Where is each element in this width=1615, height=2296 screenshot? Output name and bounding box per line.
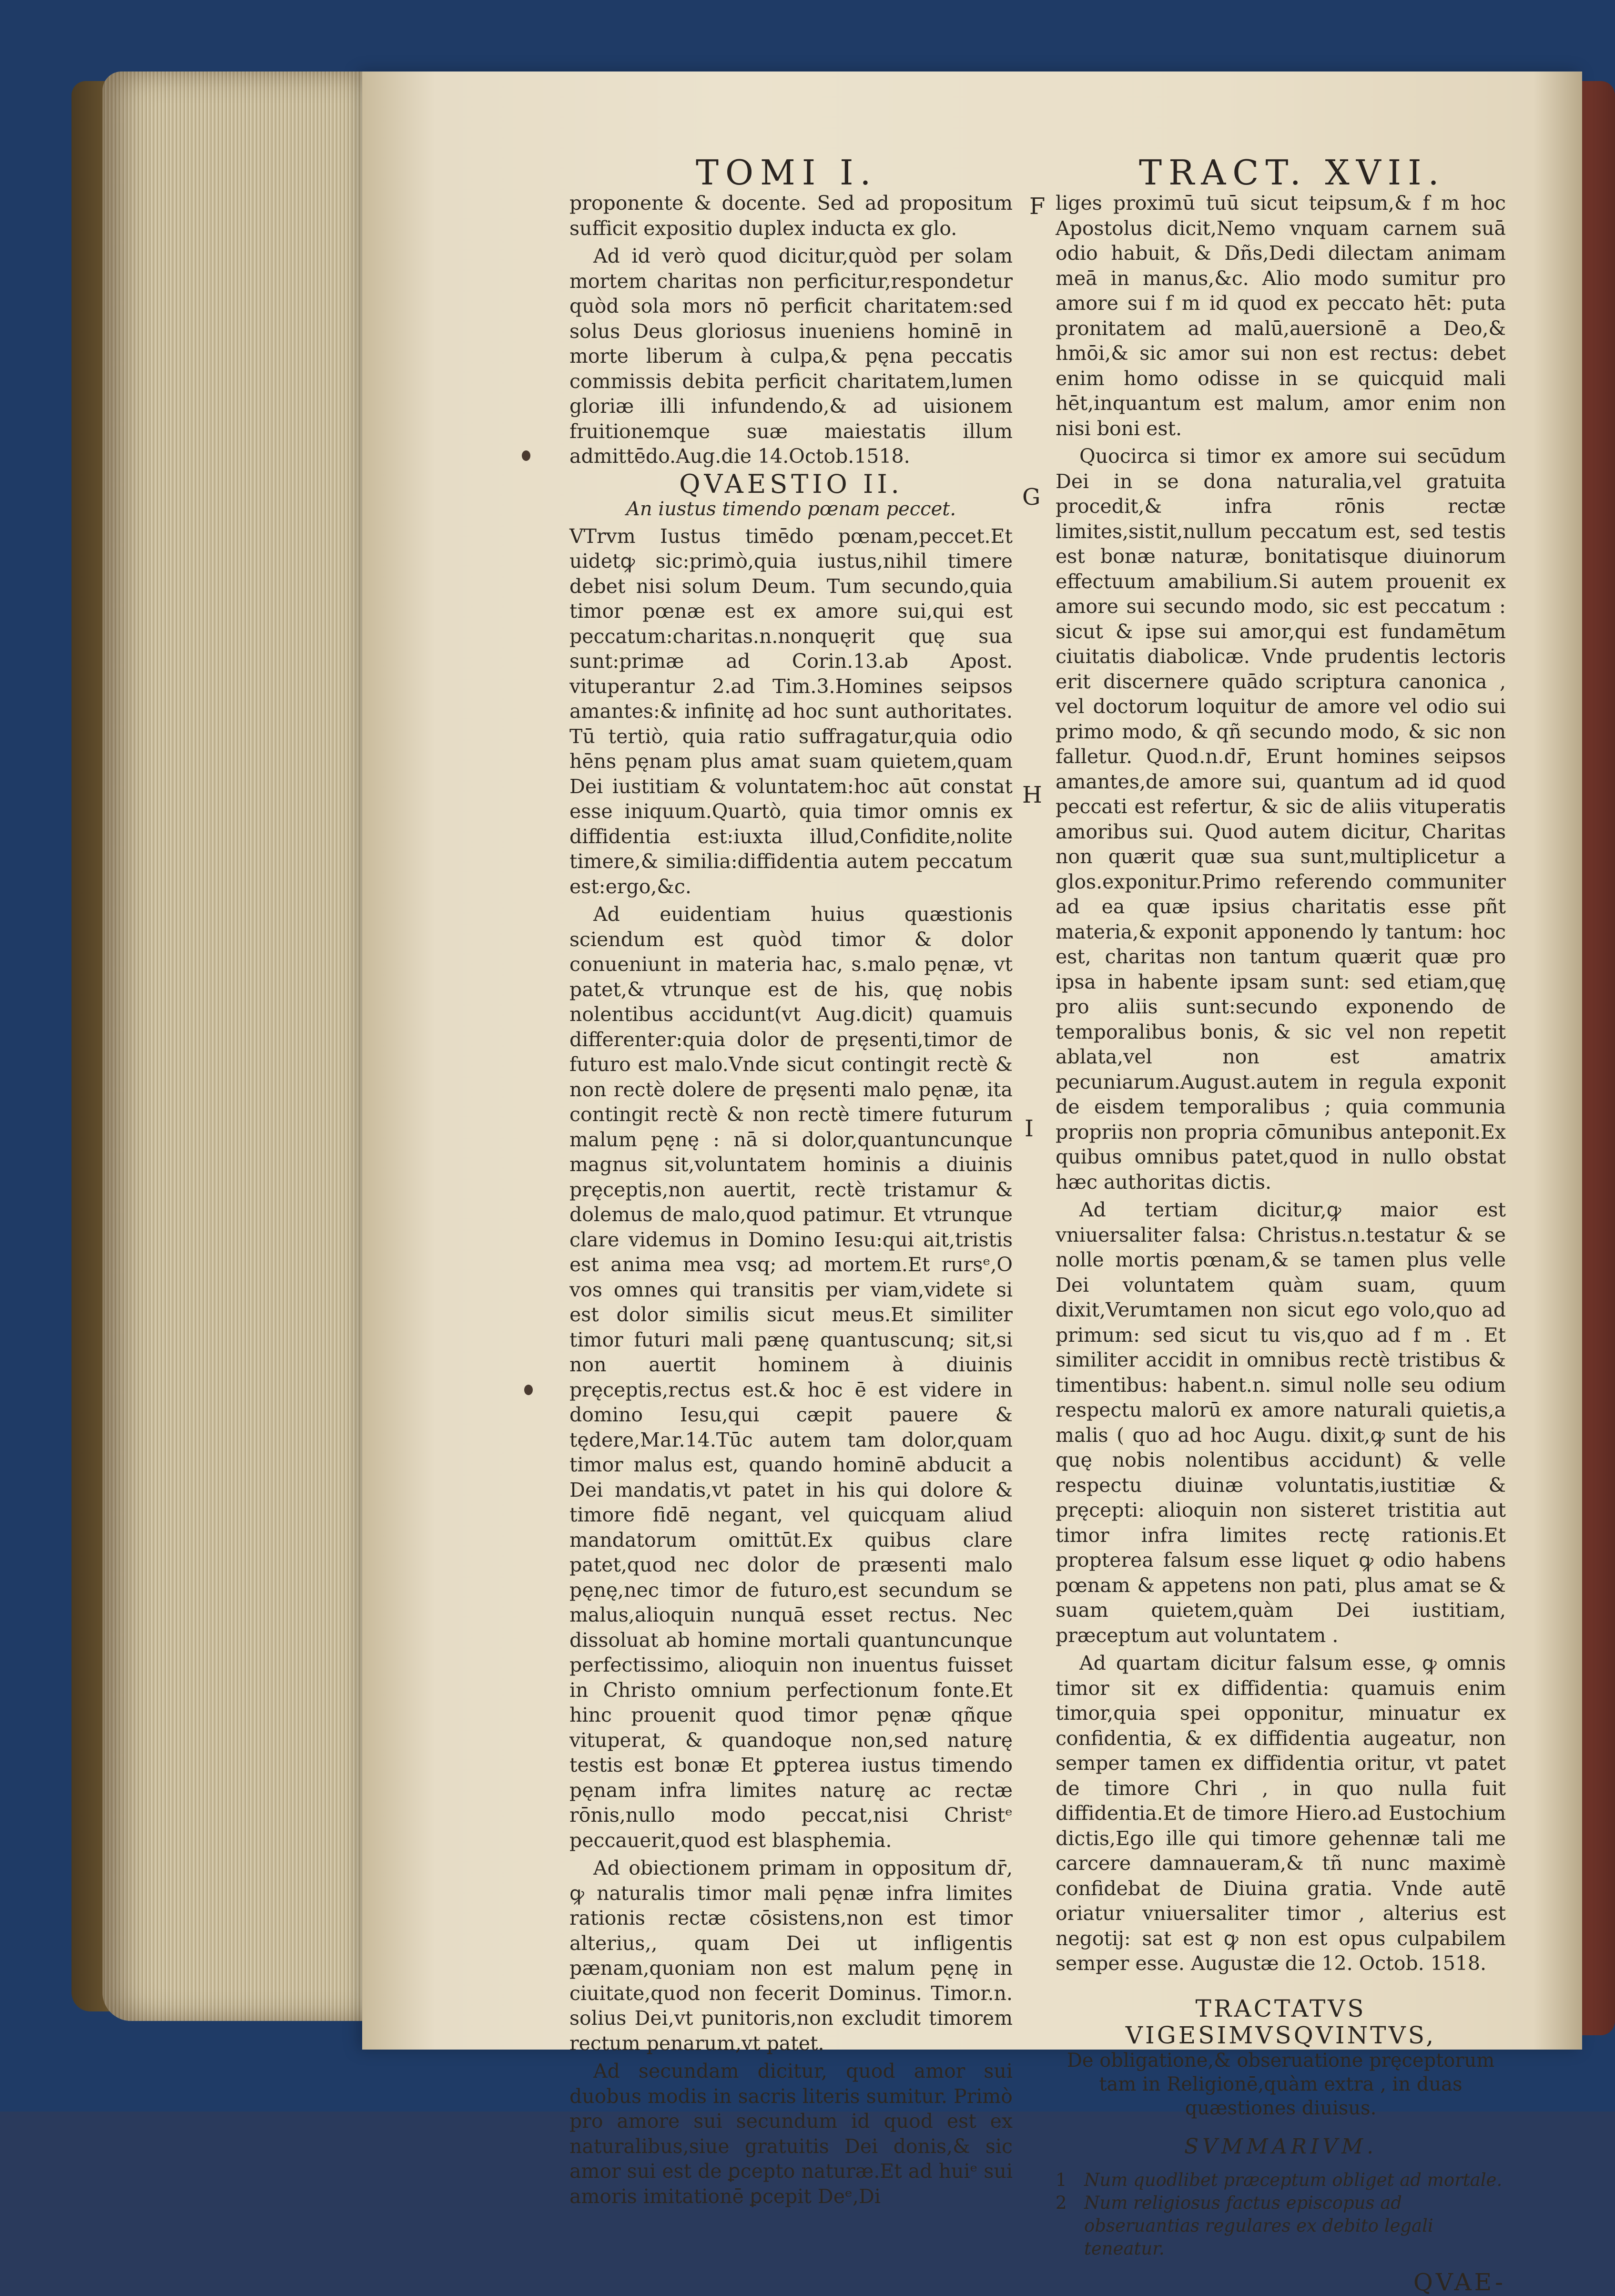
summary-item-number: 2 bbox=[1056, 2193, 1067, 2213]
paragraph: Quocirca si timor ex amore sui secūdum Dei in se dona naturalia,vel gratuita procedit,& infra rōnis rectæ limites,sistit,nullum peccatum est, sed testis est bonæ naturæ, bonitatisque diuinorum effectuum amabilium.Si autem prouenit ex amore sui secundo modo, sic est peccatum : sicut & ipse sui amor,qui est fundamētum ciuitatis diabolicæ. Vnde prudentis lectoris erit discernere quādo scriptura canonica , vel doctorum loquitur de amore vel odio sui primo modo, & qñ secundo modo, & sic non falletur. Quod.n.dr̄, Erunt homines seipsos amantes,de amore sui, quantum ad id quod peccati est refertur, & sic de aliis vituperatis amoribus sui. Quod autem dicitur, Charitas non quærit quæ sua sunt,multiplicetur a glos.exponitur.Primo referendo communiter ad ea quæ ipsius charitatis esse pñt materia,& exponit apponendo ly tantum: hoc est, charitas non tantum quærit quæ pro ipsa in habente ipsam sunt: sed etiam,quę pro aliis sunt:secundo exponendo de temporalibus bonis, & sic vel non repetit ablata,vel non est amatrix pecuniarum.August.autem in regula exponit de eisdem temporalibus ; quia communia propriis non propria cōmunibus anteponit.Ex quibus omnibus patet,quod in nullo obstat hæc authoritas dictis. bbox=[1056, 445, 1506, 1194]
summary-item-number: 1 bbox=[1056, 2170, 1067, 2190]
margin-letter: I bbox=[1025, 1115, 1034, 1142]
page-block-edge bbox=[102, 71, 369, 2021]
summary-item bbox=[1056, 2169, 1506, 2192]
paragraph: proponente & docente. Sed ad propositum sufficit expositio duplex inducta ex glo. bbox=[569, 192, 1013, 240]
paragraph: Ad id verò quod dicitur,quòd per solam mortem charitas non perficitur,respondetur quòd sola mors nō perficit charitatem:sed solus Deus gloriosus inueniens hominē in morte liberum à culpa,& pęna peccatis commissis debita perficit charitatem,lumen gloriæ illi infundendo,& ad uisionem fruitionemque suæ maiestatis illum admittēdo.Aug.die 14.Octob.1518. bbox=[569, 245, 1013, 468]
running-head-right: TRACT. XVII. bbox=[1139, 153, 1446, 193]
summary-item bbox=[1056, 2192, 1506, 2260]
paragraph: liges proximū tuū sicut teipsum,& f m hoc Apostolus dicit,Nemo vnquam carnem suā odio habuit, & Dñs,Dedi dilectam animam meā in manus,&c. Alio modo sumitur pro amore sui f m id quod ex peccato hēt: puta pronitatem ad malū,auersionē a Deo,& hmōi,& sic amor sui non est rectus: debet enim homo odisse in se quicquid mali hēt,inquantum est malum, amor enim non nisi boni est. bbox=[1056, 192, 1506, 440]
paragraph: VTrvm Iustus timēdo pœnam,peccet.Et uidetꝙ sic:primò,quia iustus,nihil timere debet nisi solum Deum. Tum secundo,quia timor pœnæ est ex amore sui,qui est peccatum:charitas.n.nonquęrit quę sua sunt:primæ ad Corin.13.ab Apost. vituperantur 2.ad Tim.3.Homines seipsos amantes:& infinitę ad hoc sunt authoritates. Tū tertiò, quia ratio suffragatur,quia odio hēns pęnam plus amat suam quietem,quam Dei iustitiam & voluntatem:hoc aūt constat esse iniquum.Quartò, quia timor omnis ex diffidentia est:iuxta illud,Confidite,nolite timere,& similia:diffidentia autem peccatum est:ergo,&c. bbox=[569, 524, 1013, 898]
paragraph: Ad tertiam dicitur,ꝙ maior est vniuersaliter falsa: Christus.n.testatur & se nolle mortis pœnam,& se tamen plus velle Dei voluntatem quàm suam, quum dixit,Verumtamen non sicut ego volo,quo ad primum: sed sicut tu vis,quo ad f m . Et similiter accidit in omnibus rectè tristibus & timentibus: habent.n. simul nolle seu odium respectu malorū ex amore naturali quietis,a malis ( quo ad hoc Augu. dixit,ꝙ sunt de his quę nobis nolentibus accidunt) & velle respectu diuinæ voluntatis,iustitiæ & pręcepti: alioquin non sisteret tristitia aut timor infra limites rectę rationis.Et propterea falsum esse liquet ꝙ odio habens pœnam & appetens non pati, plus amat se & suam quietem,quàm Dei iustitiam, præceptum aut voluntatem . bbox=[1056, 1198, 1506, 1647]
right-column bbox=[1056, 191, 1506, 2295]
margin-letter: F bbox=[1029, 193, 1046, 220]
left-column bbox=[569, 191, 1013, 2212]
summary-item-text: Num quodlibet præceptum obliget ad mortale. bbox=[1084, 2170, 1503, 2190]
margin-letter: G bbox=[1022, 484, 1041, 510]
question-title: QVAESTIO II. bbox=[679, 469, 903, 499]
question-subtitle: An iustus timendo pœnam peccet. bbox=[626, 498, 956, 520]
summary-heading: SVMMARIVM. bbox=[1184, 2134, 1378, 2159]
paragraph: Ad quartam dicitur falsum esse, ꝙ omnis timor sit ex diffidentia: quamuis enim timor,quia spei opponitur, minuatur ex confidentia, & ex diffidentia augeatur, non semper tamen ex diffidentia oritur, vt patet de timore Chri , in quo nulla fuit diffidentia.Et de timore Hiero.ad Eustochium dictis,Ego ille qui timore gehennæ tali me carcere damnaueram,& tñ nunc maximè confidebat de Diuina gratia. Vnde autē oriatur vniuersaliter timor , alterius est negotij: sat est ꝙ non est opus culpabilem semper esse. Augustæ die 12. Octob. 1518. bbox=[1056, 1652, 1506, 1975]
paragraph: Ad secundam dicitur, quod amor sui duobus modis in sacris literis sumitur. Primò pro amore sui secundum id quod est ex naturalibus,siue gratuitis Dei donis,& sic amor sui est de ꝑcepto naturæ.Et ad huiᵉ sui amoris imitationē ꝑcepit Deᵉ,Di bbox=[569, 2060, 1013, 2208]
tract-subtitle: De obligatione,& obseruatione pręceptorum tam in Religionē,quàm extra , in duas quæstiones diuisus. bbox=[1067, 2049, 1495, 2119]
tract-title: TRACTATVS VIGESIMVSQVINTVS, bbox=[1125, 1994, 1436, 2049]
margin-letter: H bbox=[1022, 782, 1042, 808]
ink-dot bbox=[522, 450, 530, 461]
summary-item-text: Num religiosus factus episcopus ad obseruantias regulares ex debito legali teneatur. bbox=[1084, 2193, 1433, 2259]
catchword: QVAE- bbox=[1413, 2268, 1506, 2296]
paragraph: Ad euidentiam huius quæstionis sciendum est quòd timor & dolor conueniunt in materia hac, s.malo pęnæ, vt patet,& vtrunque est de his, quę nobis nolentibus accidunt(vt Aug.dicit) quamuis differenter:quia dolor de pręsenti,timor de futuro est malo.Vnde sicut contingit rectè & non rectè dolere de pręsenti malo pęnæ, ita contingit rectè & non rectè timere futurum malum pęnę : nā si dolor,quantuncunque magnus sit,voluntatem hominis a diuinis pręceptis,non auertit, rectè tristamur & dolemus de malo,quod patimur. Et vtrunque clare videmus in Domino Iesu:qui ait,tristis est anima mea vsq; ad mortem.Et rursᵉ,O vos omnes qui transitis per viam,videte si est dolor similis sicut meus.Et similiter timor futuri mali pænę quantuscunq; sit,si non auertit hominem à diuinis pręceptis,rectus est.& hoc ē est videre in domino Iesu,qui cæpit pauere & tędere,Mar.14.Tūc autem tam dolor,quam timor malus est, quando hominē abducit a Dei mandatis,vt patet in his qui dolore & timore fidē negant, vel quicquam aliud mandatorum omittūt.Ex quibus clare patet,quod nec dolor de præsenti malo pęnę,nec timor de futuro,est secundum se malus,alioquin nunquā esset rectus. Nec dissoluat ab homine mortali quantuncunque perfectissimo, alioquin non inuentus fuisset in Christo omnium perfectionum fonte.Et hinc prouenit quod timor pęnæ qñque vituperat, & quandoque non,sed naturę testis est bonæ Et ꝑpterea iustus timendo pęnam infra limites naturę ac rectæ rōnis,nullo modo peccat,nisi Christᵉ peccauerit,quod est blasphemia. bbox=[569, 903, 1013, 1852]
ink-dot bbox=[524, 1385, 533, 1395]
paragraph: Ad obiectionem primam in oppositum dr̄, ꝙ naturalis timor mali pęnæ infra limites rationis rectæ cōsistens,non est timor alterius,, quam Dei ut infligentis pænam,quoniam non est malum pęnę in ciuitate,quod non fecerit Dominus. Timor.n. solius Dei,vt punitoris,non excludit timorem rectum penarum,vt patet. bbox=[569, 1857, 1013, 2055]
running-head-left: TOMI I. bbox=[696, 153, 878, 193]
